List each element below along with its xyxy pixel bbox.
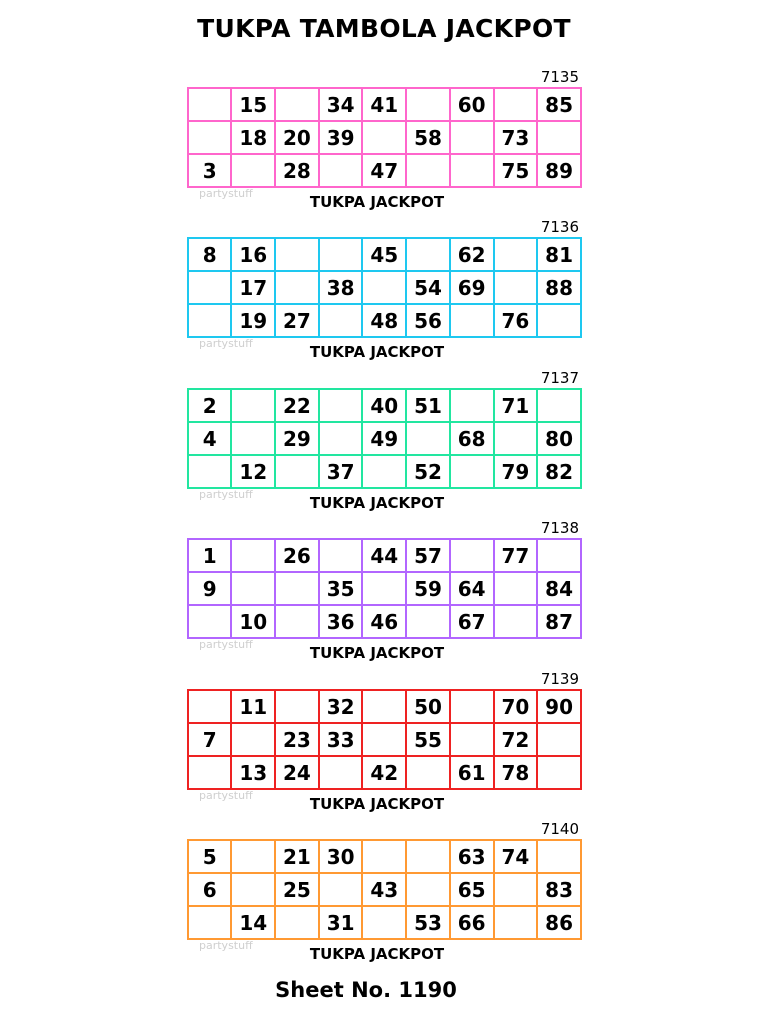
ticket-cell xyxy=(450,455,494,488)
ticket-cell xyxy=(188,88,231,121)
ticket-cell: 38 xyxy=(319,271,363,304)
brand-watermark: partystuff xyxy=(199,638,253,651)
ticket-cell: 81 xyxy=(537,238,581,271)
ticket-cell xyxy=(275,605,319,638)
ticket-row xyxy=(188,690,581,723)
ticket-cell: 9 xyxy=(188,572,231,605)
ticket-cell: 52 xyxy=(406,455,450,488)
ticket-cell: 19 xyxy=(231,304,275,337)
ticket-cell xyxy=(231,873,275,906)
ticket-cell xyxy=(450,690,494,723)
ticket-row xyxy=(188,271,581,304)
ticket-cell: 15 xyxy=(231,88,275,121)
ticket-cell: 37 xyxy=(319,455,363,488)
ticket-cell xyxy=(231,723,275,756)
ticket-row xyxy=(188,455,581,488)
ticket-cell xyxy=(537,723,581,756)
ticket-row xyxy=(188,605,581,638)
ticket-cell: 28 xyxy=(275,154,319,187)
ticket-cell xyxy=(494,873,538,906)
ticket-cell: 70 xyxy=(494,690,538,723)
ticket-cell: 78 xyxy=(494,756,538,789)
ticket-row xyxy=(188,238,581,271)
ticket-cell: 62 xyxy=(450,238,494,271)
ticket-cell xyxy=(450,121,494,154)
ticket-cell: 25 xyxy=(275,873,319,906)
ticket-cell xyxy=(450,539,494,572)
ticket-cell xyxy=(362,906,406,939)
ticket-cell xyxy=(231,389,275,422)
ticket-cell: 47 xyxy=(362,154,406,187)
ticket-cell xyxy=(362,121,406,154)
sheet-number: Sheet No. 1190 xyxy=(275,978,457,1002)
ticket-cell xyxy=(537,756,581,789)
ticket-cell xyxy=(362,690,406,723)
ticket-cell xyxy=(537,539,581,572)
ticket-cell: 35 xyxy=(319,572,363,605)
ticket-row xyxy=(188,906,581,939)
ticket-cell xyxy=(494,271,538,304)
ticket-cell: 46 xyxy=(362,605,406,638)
ticket-grid xyxy=(187,538,582,639)
ticket-cell xyxy=(231,840,275,873)
ticket-cell xyxy=(362,723,406,756)
ticket-cell: 85 xyxy=(537,88,581,121)
ticket-cell xyxy=(275,238,319,271)
ticket-cell xyxy=(450,389,494,422)
ticket-cell: 39 xyxy=(319,121,363,154)
ticket-cell xyxy=(188,121,231,154)
ticket-cell: 43 xyxy=(362,873,406,906)
ticket-cell: 74 xyxy=(494,840,538,873)
ticket-cell: 65 xyxy=(450,873,494,906)
ticket-cell: 49 xyxy=(362,422,406,455)
ticket-cell xyxy=(494,238,538,271)
ticket-cell xyxy=(188,690,231,723)
ticket-cell: 6 xyxy=(188,873,231,906)
ticket-row xyxy=(188,840,581,873)
ticket-caption: TUKPA JACKPOT xyxy=(309,644,445,662)
ticket-cell: 32 xyxy=(319,690,363,723)
ticket-cell: 53 xyxy=(406,906,450,939)
ticket-cell xyxy=(494,572,538,605)
ticket-row xyxy=(188,389,581,422)
ticket-cell: 79 xyxy=(494,455,538,488)
ticket-cell: 24 xyxy=(275,756,319,789)
ticket-cell: 64 xyxy=(450,572,494,605)
ticket-cell: 3 xyxy=(188,154,231,187)
ticket-cell: 75 xyxy=(494,154,538,187)
ticket-cell xyxy=(406,238,450,271)
ticket-cell: 56 xyxy=(406,304,450,337)
ticket-cell: 4 xyxy=(188,422,231,455)
ticket-caption: TUKPA JACKPOT xyxy=(309,494,445,512)
ticket-cell: 45 xyxy=(362,238,406,271)
ticket-cell: 31 xyxy=(319,906,363,939)
ticket-cell xyxy=(537,304,581,337)
ticket-cell: 61 xyxy=(450,756,494,789)
ticket-cell xyxy=(406,605,450,638)
ticket-cell xyxy=(319,154,363,187)
ticket-cell: 68 xyxy=(450,422,494,455)
ticket-number: 7136 xyxy=(540,218,579,236)
ticket-cell xyxy=(362,271,406,304)
ticket-cell: 57 xyxy=(406,539,450,572)
ticket-cell xyxy=(537,840,581,873)
ticket-cell xyxy=(275,271,319,304)
ticket-grid xyxy=(187,689,582,790)
ticket-cell xyxy=(275,690,319,723)
ticket-cell: 18 xyxy=(231,121,275,154)
ticket-cell xyxy=(231,539,275,572)
ticket-cell xyxy=(275,455,319,488)
ticket-row xyxy=(188,154,581,187)
ticket-cell: 12 xyxy=(231,455,275,488)
ticket-cell xyxy=(450,304,494,337)
ticket-cell xyxy=(537,121,581,154)
ticket-cell xyxy=(406,88,450,121)
ticket-row xyxy=(188,572,581,605)
brand-watermark: partystuff xyxy=(199,789,253,802)
ticket-cell xyxy=(319,539,363,572)
ticket-cell: 2 xyxy=(188,389,231,422)
ticket-cell: 42 xyxy=(362,756,406,789)
ticket-cell: 11 xyxy=(231,690,275,723)
ticket-cell xyxy=(319,756,363,789)
ticket-cell xyxy=(231,154,275,187)
ticket-cell: 90 xyxy=(537,690,581,723)
ticket-cell xyxy=(406,756,450,789)
ticket-cell: 44 xyxy=(362,539,406,572)
ticket-cell: 22 xyxy=(275,389,319,422)
ticket-grid xyxy=(187,839,582,940)
ticket-number: 7140 xyxy=(540,820,579,838)
ticket-cell: 14 xyxy=(231,906,275,939)
ticket-caption: TUKPA JACKPOT xyxy=(309,343,445,361)
ticket-cell: 72 xyxy=(494,723,538,756)
page-title: TUKPA TAMBOLA JACKPOT xyxy=(197,14,571,43)
ticket-caption: TUKPA JACKPOT xyxy=(309,945,445,963)
ticket-cell: 86 xyxy=(537,906,581,939)
ticket-row xyxy=(188,121,581,154)
brand-watermark: partystuff xyxy=(199,187,253,200)
brand-watermark: partystuff xyxy=(199,337,253,350)
ticket-cell: 1 xyxy=(188,539,231,572)
ticket-caption: TUKPA JACKPOT xyxy=(309,795,445,813)
ticket-cell: 13 xyxy=(231,756,275,789)
ticket-cell xyxy=(406,154,450,187)
ticket-cell: 82 xyxy=(537,455,581,488)
ticket-cell: 27 xyxy=(275,304,319,337)
ticket-cell xyxy=(450,723,494,756)
ticket-cell: 21 xyxy=(275,840,319,873)
ticket-row xyxy=(188,723,581,756)
ticket-cell: 63 xyxy=(450,840,494,873)
ticket-row xyxy=(188,422,581,455)
ticket-cell xyxy=(494,906,538,939)
ticket-row xyxy=(188,756,581,789)
ticket-cell xyxy=(275,88,319,121)
ticket-number: 7137 xyxy=(540,369,579,387)
ticket-number: 7139 xyxy=(540,670,579,688)
ticket-cell xyxy=(406,840,450,873)
ticket-cell: 36 xyxy=(319,605,363,638)
ticket-row xyxy=(188,873,581,906)
ticket-cell xyxy=(231,422,275,455)
ticket-row xyxy=(188,304,581,337)
ticket-cell xyxy=(319,238,363,271)
ticket-caption: TUKPA JACKPOT xyxy=(309,193,445,211)
ticket-cell: 87 xyxy=(537,605,581,638)
ticket-cell xyxy=(362,840,406,873)
ticket-number: 7138 xyxy=(540,519,579,537)
brand-watermark: partystuff xyxy=(199,488,253,501)
ticket-cell xyxy=(494,88,538,121)
ticket-row xyxy=(188,88,581,121)
ticket-cell: 7 xyxy=(188,723,231,756)
ticket-cell xyxy=(275,572,319,605)
ticket-cell xyxy=(188,271,231,304)
ticket-cell: 34 xyxy=(319,88,363,121)
ticket-cell: 66 xyxy=(450,906,494,939)
ticket-cell: 41 xyxy=(362,88,406,121)
ticket-cell xyxy=(494,605,538,638)
ticket-cell xyxy=(362,455,406,488)
ticket-cell: 89 xyxy=(537,154,581,187)
ticket-cell xyxy=(188,906,231,939)
ticket-cell: 10 xyxy=(231,605,275,638)
brand-watermark: partystuff xyxy=(199,939,253,952)
ticket-cell: 77 xyxy=(494,539,538,572)
ticket-cell: 84 xyxy=(537,572,581,605)
ticket-cell: 59 xyxy=(406,572,450,605)
ticket-cell: 69 xyxy=(450,271,494,304)
ticket-cell: 54 xyxy=(406,271,450,304)
ticket-cell xyxy=(494,422,538,455)
ticket-cell: 55 xyxy=(406,723,450,756)
ticket-cell xyxy=(406,422,450,455)
ticket-cell xyxy=(188,605,231,638)
ticket-cell: 26 xyxy=(275,539,319,572)
ticket-cell: 40 xyxy=(362,389,406,422)
ticket-cell xyxy=(188,756,231,789)
ticket-number: 7135 xyxy=(540,68,579,86)
ticket-cell: 51 xyxy=(406,389,450,422)
ticket-cell: 48 xyxy=(362,304,406,337)
ticket-cell: 17 xyxy=(231,271,275,304)
ticket-cell xyxy=(406,873,450,906)
ticket-cell: 33 xyxy=(319,723,363,756)
ticket-cell xyxy=(362,572,406,605)
ticket-cell: 8 xyxy=(188,238,231,271)
ticket-cell: 20 xyxy=(275,121,319,154)
ticket-cell: 60 xyxy=(450,88,494,121)
ticket-cell xyxy=(188,455,231,488)
ticket-cell: 80 xyxy=(537,422,581,455)
ticket-grid xyxy=(187,237,582,338)
ticket-cell: 83 xyxy=(537,873,581,906)
ticket-cell: 50 xyxy=(406,690,450,723)
ticket-cell xyxy=(188,304,231,337)
ticket-cell: 16 xyxy=(231,238,275,271)
ticket-cell: 76 xyxy=(494,304,538,337)
ticket-cell xyxy=(319,389,363,422)
ticket-cell: 29 xyxy=(275,422,319,455)
ticket-cell xyxy=(537,389,581,422)
ticket-cell xyxy=(319,422,363,455)
ticket-cell: 58 xyxy=(406,121,450,154)
ticket-cell: 88 xyxy=(537,271,581,304)
ticket-cell: 5 xyxy=(188,840,231,873)
ticket-cell: 71 xyxy=(494,389,538,422)
ticket-cell xyxy=(450,154,494,187)
ticket-row xyxy=(188,539,581,572)
ticket-cell xyxy=(319,873,363,906)
ticket-cell xyxy=(275,906,319,939)
ticket-cell xyxy=(231,572,275,605)
ticket-cell xyxy=(319,304,363,337)
ticket-cell: 73 xyxy=(494,121,538,154)
ticket-cell: 30 xyxy=(319,840,363,873)
ticket-cell: 23 xyxy=(275,723,319,756)
ticket-grid xyxy=(187,87,582,188)
ticket-grid xyxy=(187,388,582,489)
ticket-cell: 67 xyxy=(450,605,494,638)
